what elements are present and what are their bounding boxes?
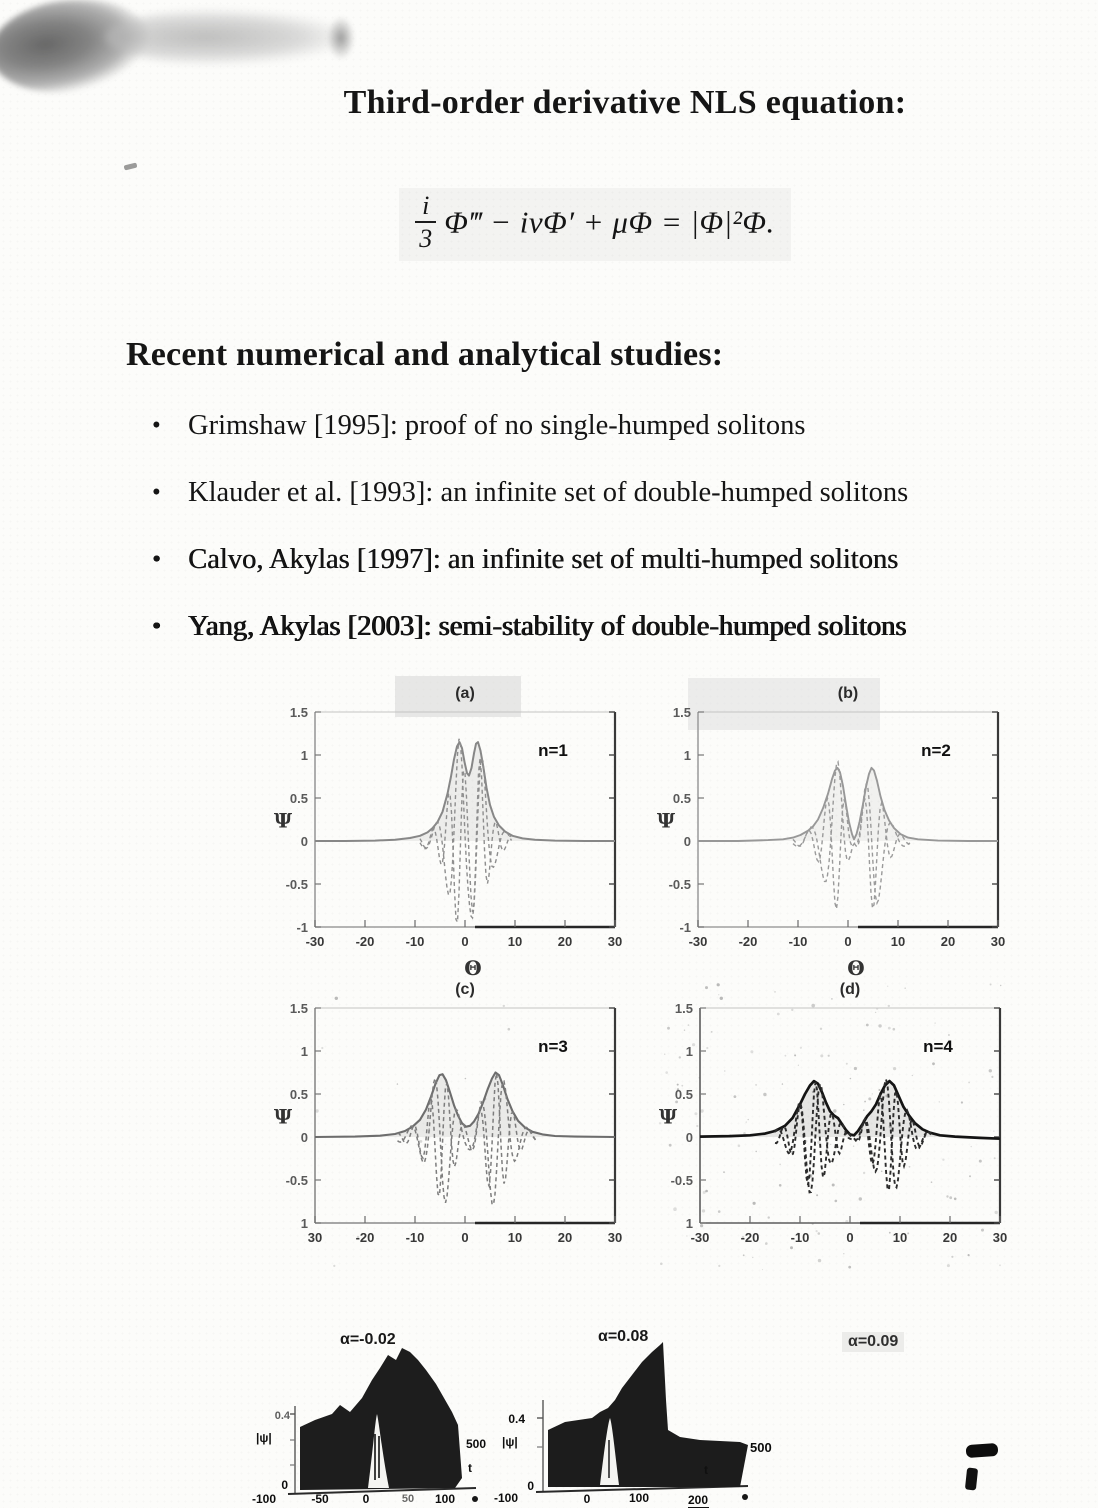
x-tick-label: 0 [461,1230,469,1245]
section-heading: Recent numerical and analytical studies: [126,336,724,373]
y-tick-label: 0 [300,1130,308,1145]
scan-noise-dot [718,1265,720,1267]
x-tick-label: 0 [844,934,852,949]
equation-row [0,188,1098,261]
y-tick-label: 0.5 [289,791,308,806]
scan-noise-dot [777,1013,780,1016]
scan-noise-dot [750,1050,753,1053]
ink-smudge-tail [105,8,355,66]
scan-noise-dot [934,1022,936,1024]
surface-title-2: α=0.08 [598,1328,649,1345]
axis-end-mark [742,1494,748,1500]
scan-noise-dot [677,1084,679,1086]
scan-noise-dot [765,1242,768,1245]
scan-noise-dot [774,991,775,992]
scan-noise-dot [686,1235,687,1236]
x-tick-label: 30 [992,1230,1008,1245]
scan-noise-dot [738,1145,741,1148]
z-axis-label: |ψ| [502,1435,518,1449]
y-tick-label: 1 [685,1216,693,1231]
scan-noise-dot [850,1078,852,1080]
scan-noise-dot [909,1166,911,1168]
scan-noise-dot [947,1264,950,1267]
y-tick-label: -1 [679,920,691,935]
x-tick-label: 30 [607,934,623,949]
scan-noise-dot [843,1104,844,1105]
scan-noise-dot [768,1216,770,1218]
scan-noise-dot [705,986,708,989]
margin-mark [124,163,138,171]
scan-noise-dot [669,1144,672,1147]
scan-noise-dot [846,1063,848,1065]
y-tick-label: -1 [296,920,308,935]
scan-noise-dot [1000,985,1001,986]
y-tick-label: -0.5 [285,877,308,892]
ink-smudge-mark [326,14,356,62]
scan-noise-dot [995,1211,998,1214]
surface-title-3: α=0.09 [842,1332,904,1352]
scan-noise-dot [969,1175,971,1177]
scan-noise-dot [688,1024,690,1026]
scan-noise-dot [866,1024,869,1027]
x-tick-label: -10 [790,1230,810,1245]
scan-noise-dot [888,1027,891,1030]
scan-noise-dot [817,1141,820,1144]
scan-noise-dot [664,1054,665,1055]
scan-noise-dot [863,1110,864,1111]
scan-noise-dot [723,1171,725,1173]
panel-label: (a) [455,685,475,702]
scan-noise-dot [968,1082,970,1084]
z-top-tick-label: 0.4 [508,1412,525,1426]
scan-noise-dot [503,1005,505,1007]
scan-noise-dot [333,1265,335,1267]
bullet-item [152,542,1098,578]
surface-plot-alpha-neg-002 [248,1322,518,1508]
x-tick-label: -10 [788,934,808,949]
scan-noise-dot [673,1207,677,1211]
solid-envelope-curve [700,1081,1000,1139]
scan-noise-dot [694,1112,697,1115]
y-tick-label: 0 [685,1130,693,1145]
x-tick-label: -10 [405,934,425,949]
fraction-numerator: i [422,191,430,220]
scan-noise-dot [798,1065,799,1066]
x-tick-label: 0 [846,1230,854,1245]
scan-noise-dot [946,1195,948,1197]
scan-noise-dot [961,1101,963,1103]
y-tick-label: 0 [683,834,691,849]
scan-noise-dot [912,1075,913,1076]
scan-noise-dot [859,1197,862,1200]
scan-noise-dot [868,1097,871,1100]
scan-noise-dot [863,1172,865,1174]
bullet-item [152,475,1098,511]
scan-noise-dot [820,1028,822,1030]
equation [399,188,791,261]
x-tick-label: 0 [583,1492,591,1506]
scan-noise-dot [397,1083,398,1084]
scan-noise-dot [711,1031,713,1033]
scan-noise-dot [893,1067,896,1070]
scan-noise-dot [743,1254,745,1256]
scan-noise-dot [816,1194,818,1196]
scan-noise-dot [830,1144,831,1145]
scan-noise-dot [790,1246,793,1249]
surface-plot-alpha-008 [492,1322,782,1508]
y-axis-label: Ψ [658,1104,678,1129]
scan-noise-dot [752,1257,753,1258]
x-tick-label: 10 [507,1230,523,1245]
x-tick-label: 30 [307,1230,323,1245]
scan-noise-dot [706,1047,708,1049]
fraction-denominator: 3 [419,224,433,254]
scan-noise-dot [779,1164,780,1165]
soliton-plot-a [265,682,625,982]
scan-noise-dot [702,1209,705,1212]
z-axis-label: |ψ| [256,1431,272,1445]
bullet-item [152,408,1098,444]
scan-noise-dot [791,1009,793,1011]
panel-label: (b) [837,685,859,702]
scan-noise-dot [724,1070,725,1071]
dashed-oscillatory-curve [793,798,910,909]
scan-noise-dot [889,1232,891,1234]
bullet-marker: • [152,412,161,439]
y-tick-label: 1 [300,1216,308,1231]
scan-noise-dot [667,1027,670,1030]
y-tick-label: 0.5 [674,1087,693,1102]
y-tick-label: 1 [300,748,308,763]
x-tick-label: 10 [507,934,523,949]
scan-noise-dot [335,997,338,1000]
scan-noise-dot [991,1076,993,1078]
x-axis-label: Θ [847,956,865,980]
y-tick-label: 1 [685,1044,693,1059]
scan-noise-dot [755,1084,757,1086]
z-bottom-tick-label: 0 [527,1479,534,1493]
n-label: n=2 [921,741,951,760]
fraction-bar [415,221,436,223]
x-tick-label: -20 [355,1230,375,1245]
scan-noise-dot [717,983,720,986]
scan-noise-dot [999,1264,1001,1266]
x-tick-label: 0 [461,934,469,949]
y-tick-label: 1.5 [672,705,691,720]
soliton-plot-c [265,978,625,1278]
x-tick-label: -30 [690,1230,710,1245]
scan-noise-dot [679,1056,681,1058]
y-tick-label: 1.5 [289,1001,308,1016]
x-tick-label: 100 [628,1491,650,1505]
scan-noise-dot [315,1109,318,1112]
bullet-item [152,609,1098,645]
x-tick-label: 50 [401,1493,415,1505]
scan-noise-dot [746,1121,747,1122]
z-top-tick-label: 0.4 [274,1410,290,1422]
scan-noise-dot [990,984,992,986]
scan-noise-dot [779,1184,782,1187]
bullet-text: Yang, Akylas [2003]: semi-stability of double-humped solitons [188,611,907,642]
x-tick-label: -100 [251,1492,277,1506]
scan-noise-dot [942,1159,944,1161]
x-tick-label: 100 [434,1492,456,1506]
y-tick-label: 0.5 [672,791,691,806]
y-tick-label: 0 [300,834,308,849]
scan-noise-dot [818,1232,821,1235]
scan-noise-dot [800,1047,802,1049]
y-tick-label: -0.5 [670,1173,693,1188]
x-tick-label: -20 [355,934,375,949]
scan-noise-dot [508,1028,511,1031]
y-axis-label: Ψ [273,1104,293,1129]
n-label: n=1 [538,741,568,760]
surface-silhouette [548,1342,748,1487]
scan-noise-dot [828,1055,830,1057]
equation-fraction [415,192,436,253]
scan-noise-dot [479,1101,481,1103]
scan-noise-dot [904,987,906,989]
scan-noise-dot [696,1125,698,1127]
scan-noise-dot [907,1232,909,1234]
y-tick-label: 1 [683,748,691,763]
soliton-plot-b [648,682,1008,982]
scan-noise-dot [820,1054,823,1057]
scan-noise-dot [763,1093,766,1096]
scan-noise-dot [832,1184,835,1187]
y-tick-label: 0.5 [289,1087,308,1102]
x-tick-label: 20 [557,934,573,949]
scan-noise-dot [660,1263,663,1266]
x-tick-label: -30 [305,934,325,949]
scan-noise-dot [843,1253,844,1254]
scan-noise-dot [831,998,833,1000]
t-tick-label: 500 [466,1437,487,1451]
x-tick-label: -20 [740,1230,760,1245]
y-axis-label: Ψ [656,808,676,833]
scan-noise-dot [755,1151,757,1153]
x-tick-label: 20 [942,1230,958,1245]
scan-noise-dot [993,1131,994,1132]
bullet-marker: • [152,546,161,573]
bullet-list [152,408,1098,676]
scan-noise-dot [445,1144,446,1145]
panel-label: (d) [839,981,861,998]
x-axis-label: Θ [464,956,482,980]
scan-noise-dot [951,1256,953,1258]
scan-noise-dot [971,1146,972,1147]
soliton-plot-d [650,978,1010,1278]
scan-noise-dot [785,1055,787,1057]
n-label: n=3 [538,1037,568,1056]
cutoff-plot-mark [965,1467,978,1490]
scan-noise-dot [835,1200,838,1203]
scan-noise-dot [794,1054,796,1056]
curve-fill [315,742,615,841]
y-tick-label: 1 [300,1044,308,1059]
panel-label: (c) [455,981,475,998]
scan-noise-dot [700,1109,703,1112]
scan-noise-dot [981,1229,984,1232]
scan-noise-dot [753,1202,756,1205]
scan-noise-dot [762,1269,763,1270]
scan-noise-dot [734,1095,737,1098]
scan-noise-dot [853,1146,854,1147]
scan-noise-dot [665,1071,668,1074]
y-axis-label: Ψ [273,808,293,833]
equation-body: Φ‴ − iνΦ′ + μΦ = |Φ|²Φ. [444,204,775,240]
scan-noise-dot [816,1230,818,1232]
scan-noise-dot [705,1190,708,1193]
scan-noise-dot [465,1078,467,1080]
z-bottom-tick-label: 0 [281,1478,288,1492]
x-tick-label: -50 [311,1492,329,1506]
scan-noise-dot [811,1004,815,1008]
bullet-marker: • [152,613,161,640]
scan-noise-dot [718,994,719,995]
scan-noise-dot [321,1047,323,1049]
x-tick-label: 200 [687,1493,709,1507]
scan-noise-dot [948,1034,950,1036]
axis-end-mark [472,1496,478,1502]
y-tick-label: -0.5 [285,1173,308,1188]
scan-noise-dot [420,1140,423,1143]
scan-noise-dot [994,1157,996,1159]
scan-noise-dot [954,1198,957,1201]
scan-noise-dot [932,1062,935,1065]
t-axis-label: t [704,1463,708,1477]
scan-noise-dot [875,1012,876,1013]
bullet-text: Klauder et al. [1993]: an infinite set of double-humped solitons [188,477,909,508]
x-tick-label: 20 [557,1230,573,1245]
scan-noise-dot [887,986,888,987]
scan-noise-dot [700,1224,703,1227]
curve-fill [700,1081,1000,1139]
scan-noise-dot [878,1089,880,1091]
y-tick-label: 1.5 [289,705,308,720]
x-tick-label: -30 [688,934,708,949]
scan-noise-dot [818,1259,821,1262]
scan-noise-dot [968,1254,970,1256]
y-tick-label: -0.5 [668,877,691,892]
x-tick-label: 10 [892,1230,908,1245]
scan-noise-dot [949,1196,952,1199]
bullet-text: Calvo, Akylas [1997]: an infinite set of multi-humped solitons [188,544,899,575]
x-tick-label: 0 [362,1492,370,1506]
x-tick-label: 30 [990,934,1006,949]
surface-title-1: α=-0.02 [340,1331,396,1348]
x-tick-label: -20 [738,934,758,949]
scan-noise-dot [833,1109,836,1112]
scan-noise-dot [684,1030,685,1031]
scan-noise-dot [881,1171,883,1173]
n-label: n=4 [923,1037,953,1056]
scan-noise-dot [848,1266,851,1269]
scan-noise-dot [718,1210,721,1213]
scan-noise-dot [989,1069,992,1072]
scan-noise-dot [939,1101,940,1102]
t-axis-label: t [468,1461,472,1475]
scan-noise-dot [893,1028,896,1031]
scan-noise-dot [872,1093,873,1094]
x-tick-label: -100 [493,1491,519,1505]
scan-noise-dot [878,1024,881,1027]
scan-noise-dot [782,1083,783,1084]
scan-noise-dot [720,997,723,1000]
x-tick-label: 30 [607,1230,623,1245]
scan-noise-dot [748,1119,749,1120]
y-tick-label: 1.5 [674,1001,693,1016]
bullet-text: Grimshaw [1995]: proof of no single-humped solitons [188,410,806,441]
cutoff-plot-mark [966,1443,999,1458]
scan-noise-dot [864,1101,866,1103]
scan-noise-dot [854,1067,857,1070]
scan-noise-dot [979,1160,982,1163]
scan-noise-dot [888,1005,890,1007]
slide-title: Third-order derivative NLS equation: [343,84,907,121]
x-tick-label: 10 [890,934,906,949]
scan-noise-dot [931,1181,933,1183]
x-tick-label: 20 [940,934,956,949]
x-tick-label: -10 [405,1230,425,1245]
t-tick-label: 500 [750,1440,772,1455]
bullet-marker: • [152,479,161,506]
